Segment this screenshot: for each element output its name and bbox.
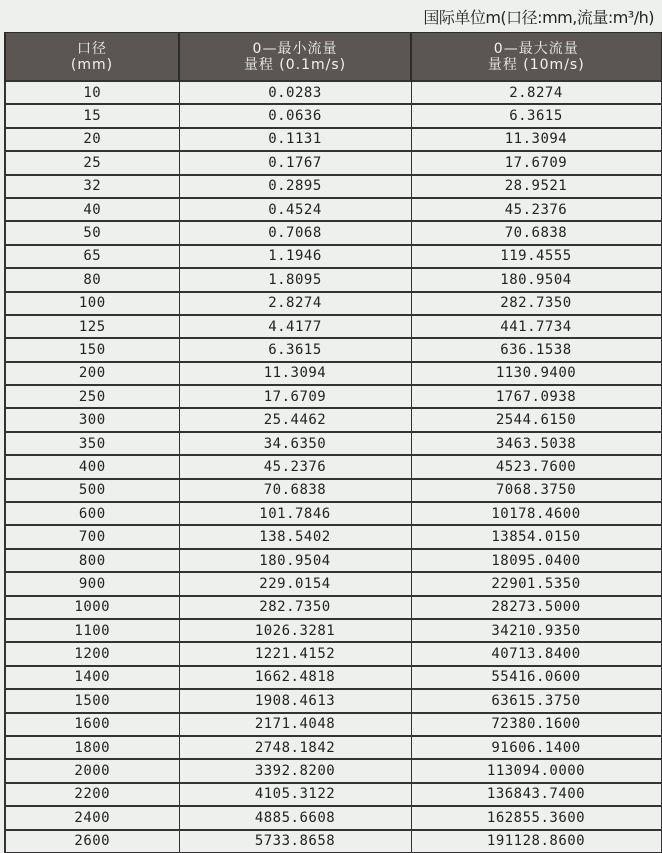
cell-min-flow: 2171.4048 — [179, 713, 411, 736]
cell-min-flow: 17.6709 — [179, 385, 411, 408]
cell-max-flow: 2544.6150 — [411, 408, 661, 431]
table-row — [5, 713, 661, 736]
cell-diameter: 600 — [5, 502, 179, 525]
table-row — [5, 81, 661, 104]
cell-diameter: 400 — [5, 455, 179, 478]
cell-diameter: 80 — [5, 268, 179, 291]
cell-diameter: 2600 — [5, 830, 179, 853]
table-row — [5, 783, 661, 806]
header-diameter — [5, 33, 179, 82]
table-row — [5, 572, 661, 595]
table-row — [5, 221, 661, 244]
cell-diameter: 1800 — [5, 736, 179, 759]
cell-min-flow: 0.0283 — [179, 81, 411, 104]
cell-max-flow: 55416.0600 — [411, 666, 661, 689]
cell-min-flow: 282.7350 — [179, 596, 411, 619]
header-diameter-line2: (mm) — [70, 56, 114, 73]
cell-max-flow: 4523.7600 — [411, 455, 661, 478]
cell-max-flow: 191128.8600 — [411, 830, 661, 853]
cell-max-flow: 63615.3750 — [411, 689, 661, 712]
cell-max-flow: 441.7734 — [411, 315, 661, 338]
cell-diameter: 2000 — [5, 759, 179, 782]
cell-diameter: 50 — [5, 221, 179, 244]
cell-min-flow: 3392.8200 — [179, 759, 411, 782]
table-row — [5, 479, 661, 502]
cell-max-flow: 18095.0400 — [411, 549, 661, 572]
cell-diameter: 800 — [5, 549, 179, 572]
table-row — [5, 175, 661, 198]
cell-min-flow: 70.6838 — [179, 479, 411, 502]
table-row — [5, 525, 661, 548]
cell-max-flow: 10178.4600 — [411, 502, 661, 525]
cell-min-flow: 1.1946 — [179, 245, 411, 268]
cell-max-flow: 22901.5350 — [411, 572, 661, 595]
table-row — [5, 315, 661, 338]
table-row — [5, 502, 661, 525]
cell-diameter: 2200 — [5, 783, 179, 806]
cell-max-flow: 1130.9400 — [411, 362, 661, 385]
cell-diameter: 100 — [5, 292, 179, 315]
cell-min-flow: 138.5402 — [179, 525, 411, 548]
cell-max-flow: 113094.0000 — [411, 759, 661, 782]
header-max-flow-line2: 量程 (10m/s) — [487, 56, 585, 73]
table-row — [5, 830, 661, 853]
cell-diameter: 1500 — [5, 689, 179, 712]
cell-max-flow: 17.6709 — [411, 151, 661, 174]
table-row — [5, 245, 661, 268]
cell-max-flow: 34210.9350 — [411, 619, 661, 642]
table-row — [5, 338, 661, 361]
cell-max-flow: 28.9521 — [411, 175, 661, 198]
table-row — [5, 596, 661, 619]
header-diameter-line1: 口径 — [77, 40, 107, 57]
cell-diameter: 65 — [5, 245, 179, 268]
cell-diameter: 1000 — [5, 596, 179, 619]
cell-diameter: 10 — [5, 81, 179, 104]
cell-min-flow: 0.0636 — [179, 104, 411, 127]
cell-min-flow: 0.2895 — [179, 175, 411, 198]
cell-max-flow: 6.3615 — [411, 104, 661, 127]
cell-diameter: 125 — [5, 315, 179, 338]
header-min-flow-line1: 0—最小流量 — [252, 40, 338, 57]
cell-max-flow: 40713.8400 — [411, 642, 661, 665]
cell-diameter: 20 — [5, 128, 179, 151]
cell-min-flow: 1908.4613 — [179, 689, 411, 712]
cell-max-flow: 13854.0150 — [411, 525, 661, 548]
cell-max-flow: 282.7350 — [411, 292, 661, 315]
cell-diameter: 500 — [5, 479, 179, 502]
cell-min-flow: 0.1131 — [179, 128, 411, 151]
cell-min-flow: 25.4462 — [179, 408, 411, 431]
cell-min-flow: 1662.4818 — [179, 666, 411, 689]
cell-min-flow: 180.9504 — [179, 549, 411, 572]
table-row — [5, 432, 661, 455]
table-row — [5, 736, 661, 759]
cell-diameter: 300 — [5, 408, 179, 431]
cell-min-flow: 1221.4152 — [179, 642, 411, 665]
cell-max-flow: 7068.3750 — [411, 479, 661, 502]
table-row — [5, 806, 661, 829]
cell-max-flow: 91606.1400 — [411, 736, 661, 759]
cell-min-flow: 11.3094 — [179, 362, 411, 385]
cell-max-flow: 119.4555 — [411, 245, 661, 268]
header-min-flow-line2: 量程 (0.1m/s) — [243, 56, 347, 73]
cell-diameter: 200 — [5, 362, 179, 385]
cell-diameter: 150 — [5, 338, 179, 361]
cell-min-flow: 4105.3122 — [179, 783, 411, 806]
cell-max-flow: 180.9504 — [411, 268, 661, 291]
cell-diameter: 350 — [5, 432, 179, 455]
cell-min-flow: 45.2376 — [179, 455, 411, 478]
cell-min-flow: 0.1767 — [179, 151, 411, 174]
cell-min-flow: 0.7068 — [179, 221, 411, 244]
cell-max-flow: 1767.0938 — [411, 385, 661, 408]
cell-max-flow: 45.2376 — [411, 198, 661, 221]
table-row — [5, 151, 661, 174]
cell-diameter: 1100 — [5, 619, 179, 642]
cell-diameter: 1600 — [5, 713, 179, 736]
table-row — [5, 268, 661, 291]
cell-diameter: 15 — [5, 104, 179, 127]
cell-min-flow: 4885.6608 — [179, 806, 411, 829]
cell-min-flow: 34.6350 — [179, 432, 411, 455]
table-body — [5, 81, 661, 852]
cell-diameter: 25 — [5, 151, 179, 174]
cell-min-flow: 1.8095 — [179, 268, 411, 291]
table-row — [5, 104, 661, 127]
cell-max-flow: 28273.5000 — [411, 596, 661, 619]
cell-diameter: 32 — [5, 175, 179, 198]
cell-max-flow: 162855.3600 — [411, 806, 661, 829]
table-row — [5, 128, 661, 151]
table-row — [5, 759, 661, 782]
unit-note: 国际单位m(口径:mm,流量:m³/h) — [423, 8, 654, 27]
table-row — [5, 549, 661, 572]
cell-max-flow: 70.6838 — [411, 221, 661, 244]
cell-diameter: 2400 — [5, 806, 179, 829]
header-min-flow — [179, 33, 411, 82]
table-row — [5, 198, 661, 221]
table-row — [5, 362, 661, 385]
cell-min-flow: 2748.1842 — [179, 736, 411, 759]
header-max-flow-line1: 0—最大流量 — [493, 40, 579, 57]
cell-min-flow: 4.4177 — [179, 315, 411, 338]
cell-max-flow: 136843.7400 — [411, 783, 661, 806]
header-row — [5, 33, 661, 82]
cell-diameter: 1200 — [5, 642, 179, 665]
cell-min-flow: 5733.8658 — [179, 830, 411, 853]
cell-max-flow: 3463.5038 — [411, 432, 661, 455]
cell-min-flow: 229.0154 — [179, 572, 411, 595]
table-row — [5, 385, 661, 408]
cell-diameter: 250 — [5, 385, 179, 408]
table-row — [5, 689, 661, 712]
cell-max-flow: 2.8274 — [411, 81, 661, 104]
table-row — [5, 619, 661, 642]
cell-max-flow: 72380.1600 — [411, 713, 661, 736]
table-row — [5, 408, 661, 431]
table-row — [5, 455, 661, 478]
cell-diameter: 700 — [5, 525, 179, 548]
table-row — [5, 642, 661, 665]
cell-diameter: 40 — [5, 198, 179, 221]
cell-diameter: 1400 — [5, 666, 179, 689]
cell-min-flow: 6.3615 — [179, 338, 411, 361]
flow-range-table — [4, 32, 662, 853]
table-row — [5, 292, 661, 315]
cell-min-flow: 1026.3281 — [179, 619, 411, 642]
cell-min-flow: 101.7846 — [179, 502, 411, 525]
cell-min-flow: 0.4524 — [179, 198, 411, 221]
cell-diameter: 900 — [5, 572, 179, 595]
header-max-flow — [411, 33, 661, 82]
cell-max-flow: 11.3094 — [411, 128, 661, 151]
cell-min-flow: 2.8274 — [179, 292, 411, 315]
cell-max-flow: 636.1538 — [411, 338, 661, 361]
table-row — [5, 666, 661, 689]
